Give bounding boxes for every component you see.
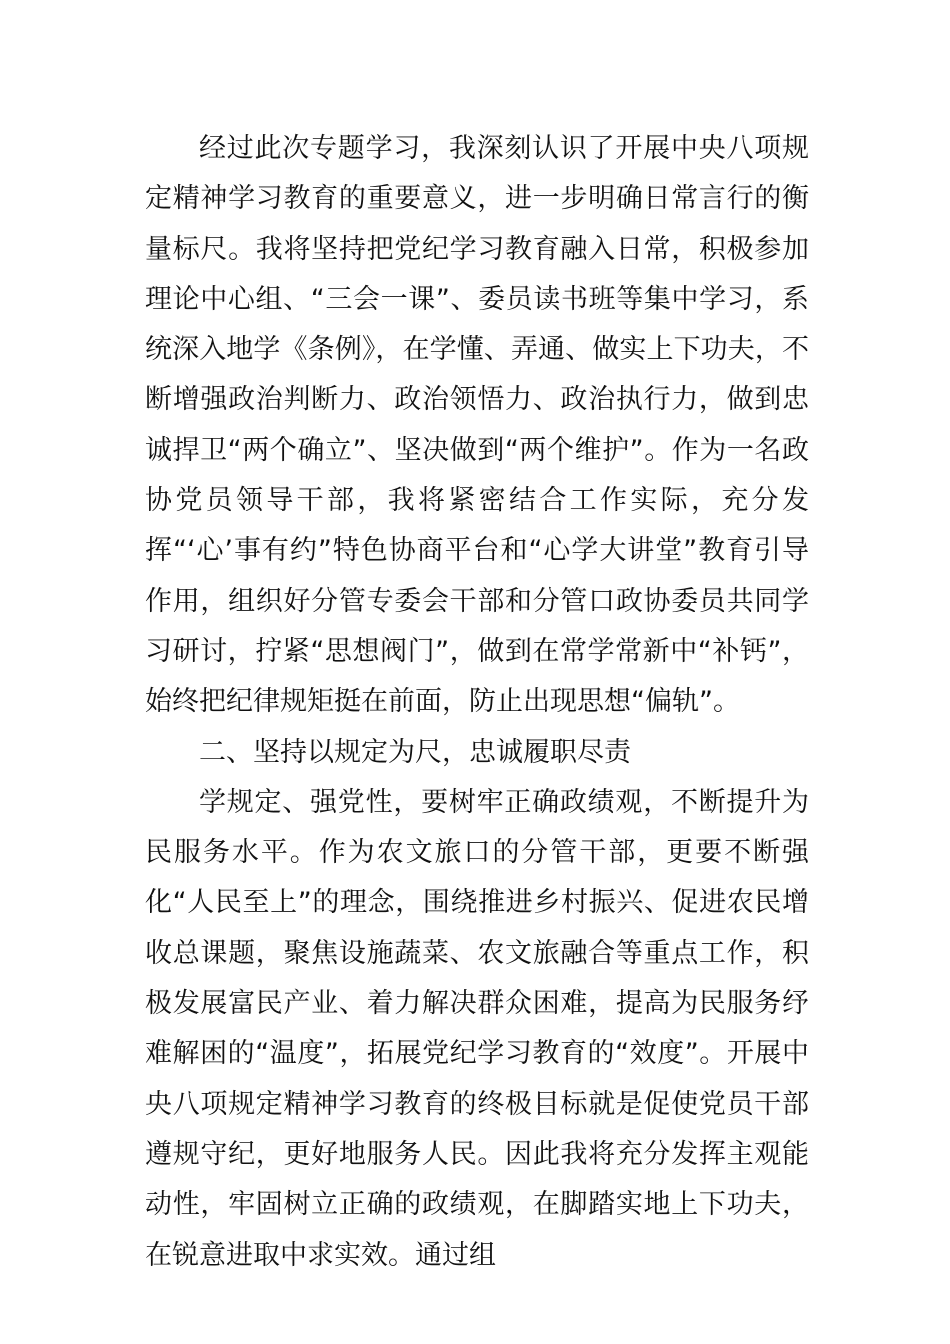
paragraph-duty-performance: 学规定、强党性，要树牢正确政绩观，不断提升为民服务水平。作为农文旅口的分管干部，更要不断强化“人民至上”的理念，围绕推进乡村振兴、促进农民增收总课题，聚焦设施蔬菜、农文旅融合等重点工作，积极发展富民产业、着力解决群众困难，提高为民服务纾难解困的“温度”，拓展党纪学习教育的“效度”。开展中央八项规定精神学习教育的终极目标就是促使党员干部遵规守纪，更好地服务人民。因此我将充分发挥主观能动性，牢固树立正确的政绩观，在脚踏实地上下功夫，在锐意进取中求实效。通过组 [145,786,809,1271]
document-body [145,124,809,1281]
paragraph-study-reflection: 经过此次专题学习，我深刻认识了开展中央八项规定精神学习教育的重要意义，进一步明确日常言行的衡量标尺。我将坚持把党纪学习教育融入日常，积极参加理论中心组、“三会一课”、委员读书班等集中学习，系统深入地学《条例》，在学懂、弄通、做实上下功夫，不断增强政治判断力、政治领悟力、政治执行力，做到忠诚捍卫“两个确立”、坚决做到“两个维护”。作为一名政协党员领导干部，我将紧密结合工作实际，充分发挥“‘心’事有约”特色协商平台和“心学大讲堂”教育引导作用，组织好分管专委会干部和分管口政协委员共同学习研讨，拧紧“思想阀门”，做到在常学常新中“补钙”，始终把纪律规矩挺在前面，防止出现思想“偏轨”。 [145,133,809,718]
section-heading-2: 二、坚持以规定为尺，忠诚履职尽责 [199,736,631,768]
